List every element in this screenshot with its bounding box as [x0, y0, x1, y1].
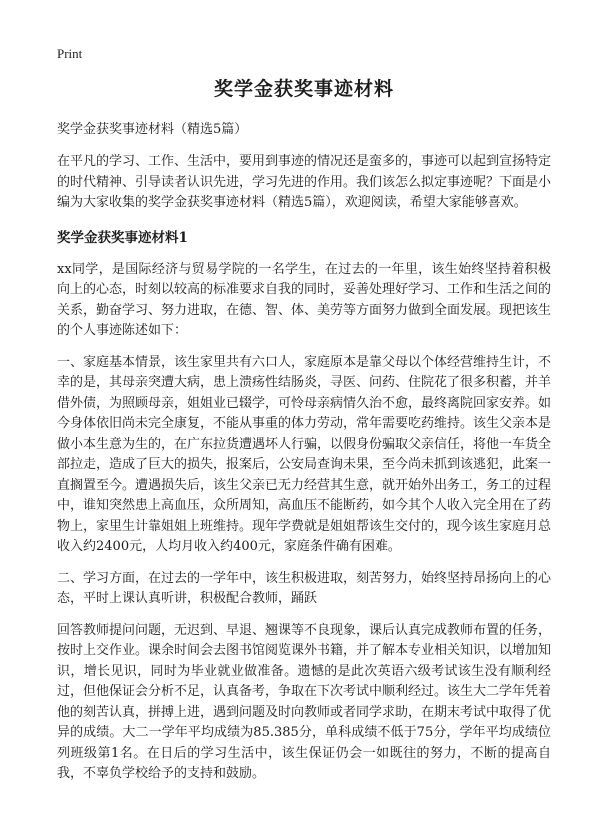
section-paragraph: 一、家庭基本情景，该生家里共有六口人，家庭原本是靠父母以个体经营维持生计，不幸的是，其母亲突遭大病，患上溃疡性结肠炎，寻医、问药、住院花了很多积蓄，并羊借外债，为照顾母亲，姐姐业已辍学，可怜母亲病情久治不愈，最终离院回家安养。如今身体依旧尚未完全康复，不能从事重的体力劳动，常年需要吃药维持。该生父亲本是做小本生意为生的，在广东拉货遭遇坏人行骗，以假身份骗取父亲信任，将他一车货全部拉走，造成了巨大的损失，报案后，公安局查询未果，至今尚未抓到该逃犯，此案一直搁置至今。遭遇损失后，该生父亲已无力经营其生意，就开始外出务工，务工的过程中，谁知突然患上高血压，众所周知，高血压不能断药，如今其个人收入完全用在了药物上，家里生计靠姐姐上班维持。现年学费就是姐姐帮该生交付的，现今该生家庭月总收入约2400元，人均月收入约400元，家庭条件确有困难。 — [57, 354, 552, 554]
section-heading: 奖学金获奖事迹材料1 — [57, 229, 188, 246]
document-subtitle: 奖学金获奖事迹材料（精选5篇） — [57, 122, 248, 137]
document-body — [57, 76, 551, 796]
document-title: 奖学金获奖事迹材料 — [213, 78, 394, 100]
section-paragraph: 回答教师提问问题，无迟到、早退、翘课等不良现象，课后认真完成教师布置的任务，按时上交作业。课余时间会去图书馆阅览课外书籍，并了解本专业相关知识，以增加知识，增长见识，同时为毕业就业做准备。遗憾的是此次英语六级考试该生没有顺利经过，但他保证会分析不足，认真备考，争取在下次考试中顺利经过。该生大二学年凭着他的刻苦认真，拼搏上进，遇到问题及时向教师或者同学求助，在期末考试中取得了优异的成绩。大二一学年平均成绩为85.385分，单科成绩不低于75分，学年平均成绩位列班级第1名。在日后的学习生活中，该生保证仍会一如既往的努力，不断的提高自我，不辜负学校给予的支持和鼓励。 — [57, 622, 552, 781]
intro-paragraph: 在平凡的学习、工作、生活中，要用到事迹的情况还是蛮多的，事迹可以起到宣扬特定的时代精神、引导读者认识先进，学习先进的作用。我们该怎么拟定事迹呢？下面是小编为大家收集的奖学金获奖事迹材料（精选5篇），欢迎阅读，希望大家能够喜欢。 — [57, 154, 552, 210]
section-paragraph: xx同学，是国际经济与贸易学院的一名学生，在过去的一年里，该生始终坚持着积极向上的心态，时刻以较高的标准要求自我的同时，妥善处理好学习、工作和生活之间的关系，勤奋学习、努力进取，在德、智、体、美劳等方面努力做到全面发展。现把该生的个人事迹陈述如下： — [57, 261, 552, 338]
section-paragraph: 二、学习方面，在过去的一学年中，该生积极进取，刻苦努力，始终坚持昂扬向上的心态，平时上课认真听讲，积极配合教师，踊跃 — [57, 570, 552, 606]
print-link[interactable]: Print — [57, 46, 83, 61]
